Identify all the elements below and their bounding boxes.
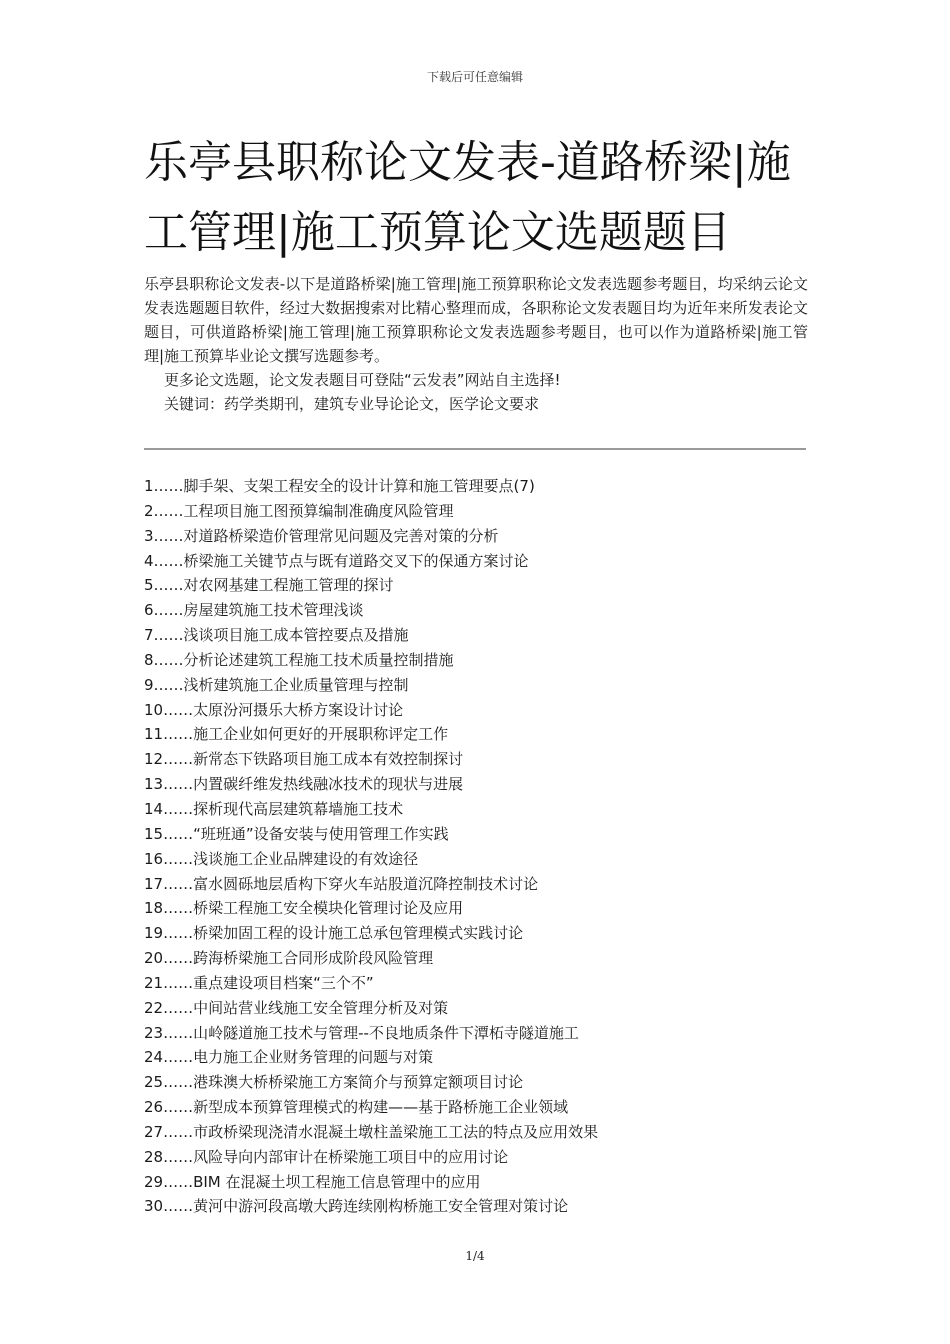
page-number: 1/4 — [465, 1249, 485, 1263]
list-item: 2……工程项目施工图预算编制准确度风险管理 — [144, 501, 454, 520]
more-topics-note: 更多论文选题，论文发表题目可登陆“云发表”网站自主选择! — [164, 371, 561, 389]
intro-paragraph: 乐亭县职称论文发表-以下是道路桥梁|施工管理|施工预算职称论文发表选题参考题目，均采纳云论文发表选题题目软件，经过大数据搜索对比精心整理而成，各职称论文发表题目均为近年来所发表论文题目，可供道路桥梁|施工管理|施工预算职称论文发表选题参考题目，也可以作为道路桥梁|施工管理|施工预算毕业论文撰写选题参考。 — [144, 275, 808, 365]
list-item: 12……新常态下铁路项目施工成本有效控制探讨 — [144, 750, 464, 769]
list-item: 13……内置碳纤维发热线融冰技术的现状与进展 — [144, 775, 464, 794]
list-item: 4……桥梁施工关键节点与既有道路交叉下的保通方案讨论 — [144, 551, 529, 570]
list-item: 15……“班班通”设备安装与使用管理工作实践 — [144, 824, 449, 843]
intro-section — [144, 272, 808, 416]
section-divider — [144, 448, 806, 450]
list-item: 16……浅谈施工企业品牌建设的有效途径 — [144, 849, 419, 868]
list-item: 5……对农网基建工程施工管理的探讨 — [144, 576, 394, 595]
list-item: 18……桥梁工程施工安全模块化管理讨论及应用 — [144, 899, 464, 918]
list-item: 3……对道路桥梁造价管理常见问题及完善对策的分析 — [144, 526, 499, 545]
list-item: 22……中间站营业线施工安全管理分析及对策 — [144, 998, 449, 1017]
list-item: 19……桥梁加固工程的设计施工总承包管理模式实践讨论 — [144, 924, 524, 943]
list-item: 24……电力施工企业财务管理的问题与对策 — [144, 1048, 434, 1067]
list-item: 26……新型成本预算管理模式的构建——基于路桥施工企业领域 — [144, 1098, 569, 1117]
topic-list — [144, 474, 808, 1219]
list-item: 23……山岭隧道施工技术与管理--不良地质条件下潭柘寺隧道施工 — [144, 1023, 579, 1042]
list-item: 14……探析现代高层建筑幕墙施工技术 — [144, 799, 404, 818]
list-item: 21……重点建设项目档案“三个不” — [144, 973, 374, 992]
list-item: 27……市政桥梁现浇清水混凝土墩柱盖梁施工工法的特点及应用效果 — [144, 1122, 599, 1141]
list-item: 25……港珠澳大桥桥梁施工方案简介与预算定额项目讨论 — [144, 1073, 524, 1092]
list-item: 7……浅谈项目施工成本管控要点及措施 — [144, 626, 409, 645]
list-item: 20……跨海桥梁施工合同形成阶段风险管理 — [144, 949, 434, 968]
header-note: 下载后可任意编辑 — [426, 70, 523, 84]
list-item: 1……脚手架、支架工程安全的设计计算和施工管理要点(7) — [144, 477, 535, 495]
list-item: 8……分析论述建筑工程施工技术质量控制措施 — [144, 650, 454, 669]
keywords-line: 关键词：药学类期刊，建筑专业导论论文，医学论文要求 — [164, 395, 540, 413]
list-item: 29……BIM 在混凝土坝工程施工信息管理中的应用 — [144, 1172, 481, 1191]
list-item: 11……施工企业如何更好的开展职称评定工作 — [144, 725, 449, 744]
list-item: 17……富水圆砾地层盾构下穿火车站股道沉降控制技术讨论 — [144, 874, 539, 893]
list-item: 28……风险导向内部审计在桥梁施工项目中的应用讨论 — [144, 1147, 509, 1166]
list-item: 9……浅析建筑施工企业质量管理与控制 — [144, 675, 409, 694]
title-line-2: 工管理|施工预算论文选题题目 — [144, 207, 731, 258]
document-title — [144, 128, 824, 268]
title-line-1: 乐亭县职称论文发表-道路桥梁|施 — [144, 137, 791, 188]
list-item: 30……黄河中游河段高墩大跨连续刚构桥施工安全管理对策讨论 — [144, 1197, 569, 1216]
list-item: 6……房屋建筑施工技术管理浅谈 — [144, 601, 364, 620]
list-item: 10……太原汾河摄乐大桥方案设计讨论 — [144, 700, 404, 719]
